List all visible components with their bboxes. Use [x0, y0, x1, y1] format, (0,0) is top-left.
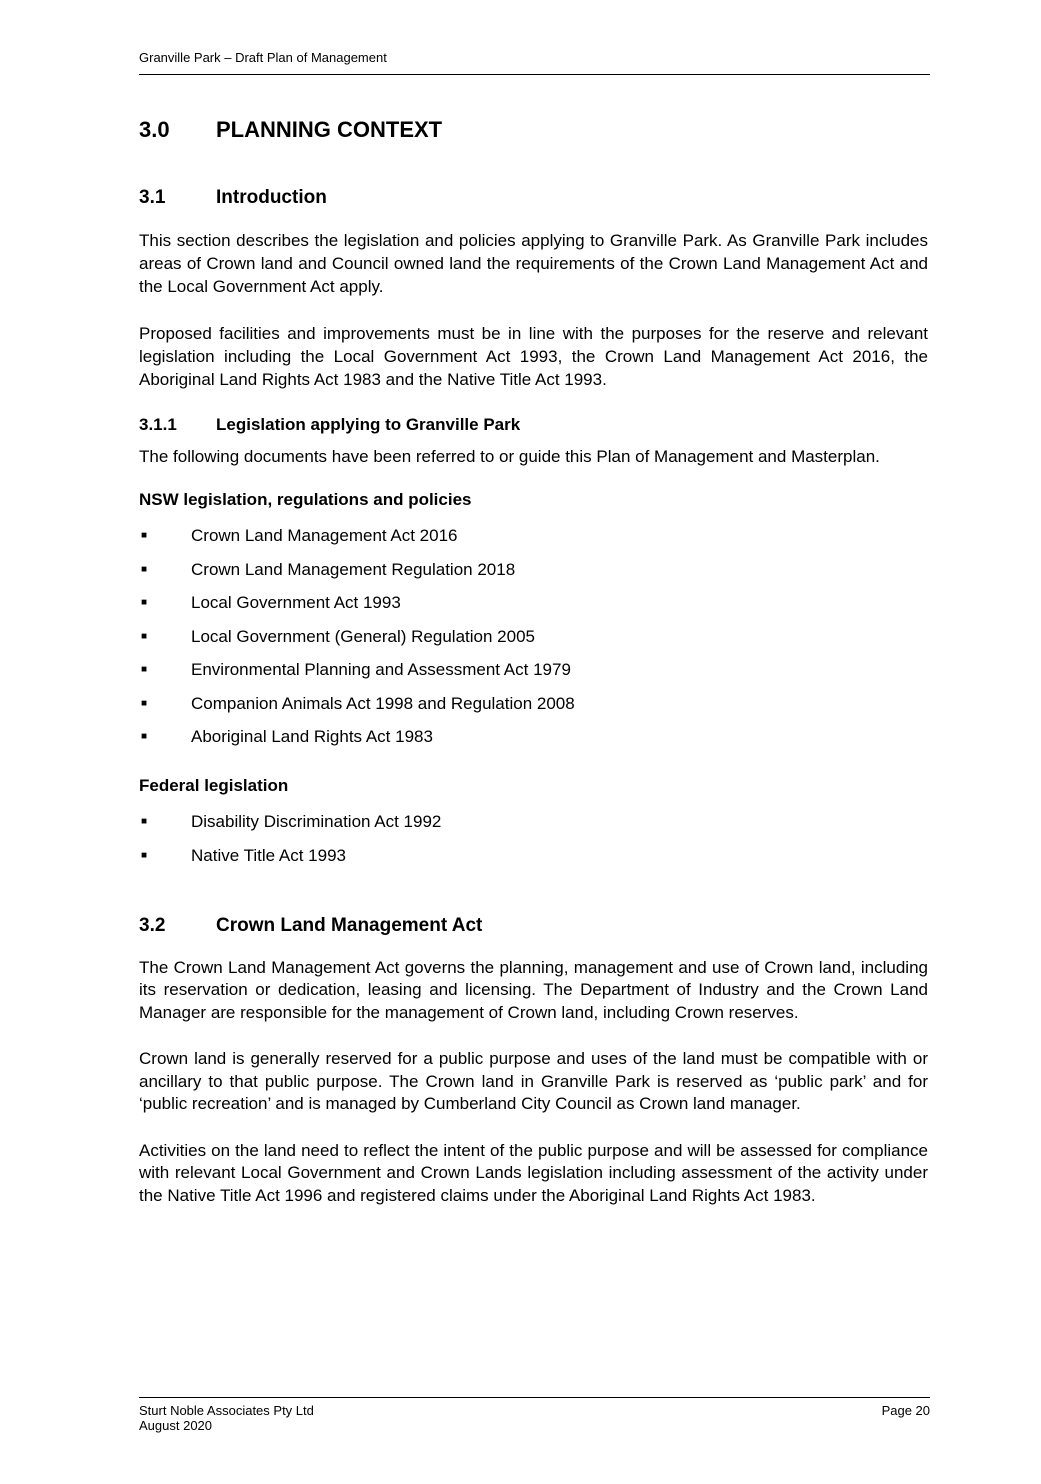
section-3-2-heading [139, 915, 928, 937]
list-item [139, 692, 928, 715]
running-footer [139, 1397, 930, 1433]
federal-legislation-heading: Federal legislation [139, 776, 289, 795]
nsw-legislation-heading: NSW legislation, regulations and policies [139, 490, 472, 509]
list-item-text: Companion Animals Act 1998 and Regulation 2008 [191, 693, 575, 713]
bullet-icon: ■ [141, 697, 148, 709]
list-item [139, 558, 928, 581]
bullet-icon: ■ [141, 731, 148, 742]
federal-legislation-list [139, 810, 928, 867]
page-number: Page 20 [881, 1403, 930, 1418]
list-item [139, 844, 928, 867]
section-title: Crown Land Management Act [216, 914, 483, 936]
list-item-text: Environmental Planning and Assessment Act 1979 [191, 660, 571, 679]
bullet-icon: ■ [141, 530, 148, 541]
list-item-text: Aboriginal Land Rights Act 1983 [191, 727, 433, 746]
bullet-icon: ■ [141, 630, 148, 642]
list-item-text: Crown Land Management Act 2016 [191, 526, 458, 545]
bullet-icon: ■ [141, 563, 148, 575]
section-number: 3.2 [139, 914, 166, 936]
list-item [139, 810, 928, 833]
nsw-legislation-list [139, 524, 928, 748]
paragraph: Activities on the land need to reflect the intent of the public purpose and will be assessed for compliance with relevant Local Government and Crown Lands legislation including assessment of the activity under the Native Title Act 1996 and registered claims under the Aboriginal Land Rights Act 1983. [139, 1140, 928, 1205]
paragraph: Crown land is generally reserved for a public purpose and uses of the land must be compatible with or ancillary to that public purpose. The Crown land in Granville Park is reserved as ‘public park’ and for ‘public recreation’ and is managed by Cumberland City Council as Crown land manager. [139, 1049, 928, 1113]
paragraph: Proposed facilities and improvements must be in line with the purposes for the reserve and relevant legislation including the Local Government Act 1993, the Crown Land Management Act 2016, the Aboriginal Land Rights Act 1983 and the Native Title Act 1993. [139, 324, 928, 389]
paragraph: The following documents have been referred to or guide this Plan of Management and Masterplan. [139, 447, 880, 466]
section-number: 3.1.1 [139, 415, 177, 434]
list-item-text: Disability Discrimination Act 1992 [191, 812, 442, 831]
footer-row [139, 1403, 930, 1418]
section-3-1-1-heading [139, 415, 928, 435]
section-number: 3.1 [139, 187, 166, 208]
list-item [139, 591, 928, 614]
list-item [139, 625, 928, 648]
bullet-icon: ■ [141, 849, 148, 861]
bullet-icon: ■ [141, 664, 148, 675]
page-content [139, 117, 928, 1231]
section-title: Legislation applying to Granville Park [216, 415, 521, 434]
section-number: 3.0 [139, 117, 170, 142]
section-3-heading [139, 117, 928, 143]
bullet-icon: ■ [141, 597, 148, 608]
running-header: Granville Park – Draft Plan of Management [139, 50, 930, 75]
section-title: PLANNING CONTEXT [216, 117, 443, 142]
list-item [139, 725, 928, 748]
section-title: Introduction [216, 187, 327, 208]
paragraph: This section describes the legislation and policies applying to Granville Park. As Granville Park includes areas of Crown land and Council owned land the requirements of the Crown Land Management Act and the Local Government Act apply. [139, 231, 928, 296]
list-item-text: Local Government (General) Regulation 2005 [191, 626, 535, 646]
section-3-1-heading [139, 187, 928, 209]
list-item-text: Local Government Act 1993 [191, 593, 401, 612]
bullet-icon: ■ [141, 816, 148, 827]
footer-company: Sturt Noble Associates Pty Ltd [139, 1403, 314, 1418]
list-item [139, 524, 928, 547]
list-item-text: Native Title Act 1993 [191, 845, 346, 865]
list-item-text: Crown Land Management Regulation 2018 [191, 559, 516, 579]
list-item [139, 658, 928, 681]
paragraph: The Crown Land Management Act governs the planning, management and use of Crown land, including its reservation or dedication, leasing and licensing. The Department of Industry and the Crown Land Manager are responsible for the management of Crown land, including Crown reserves. [139, 957, 928, 1022]
footer-date: August 2020 [139, 1418, 213, 1433]
